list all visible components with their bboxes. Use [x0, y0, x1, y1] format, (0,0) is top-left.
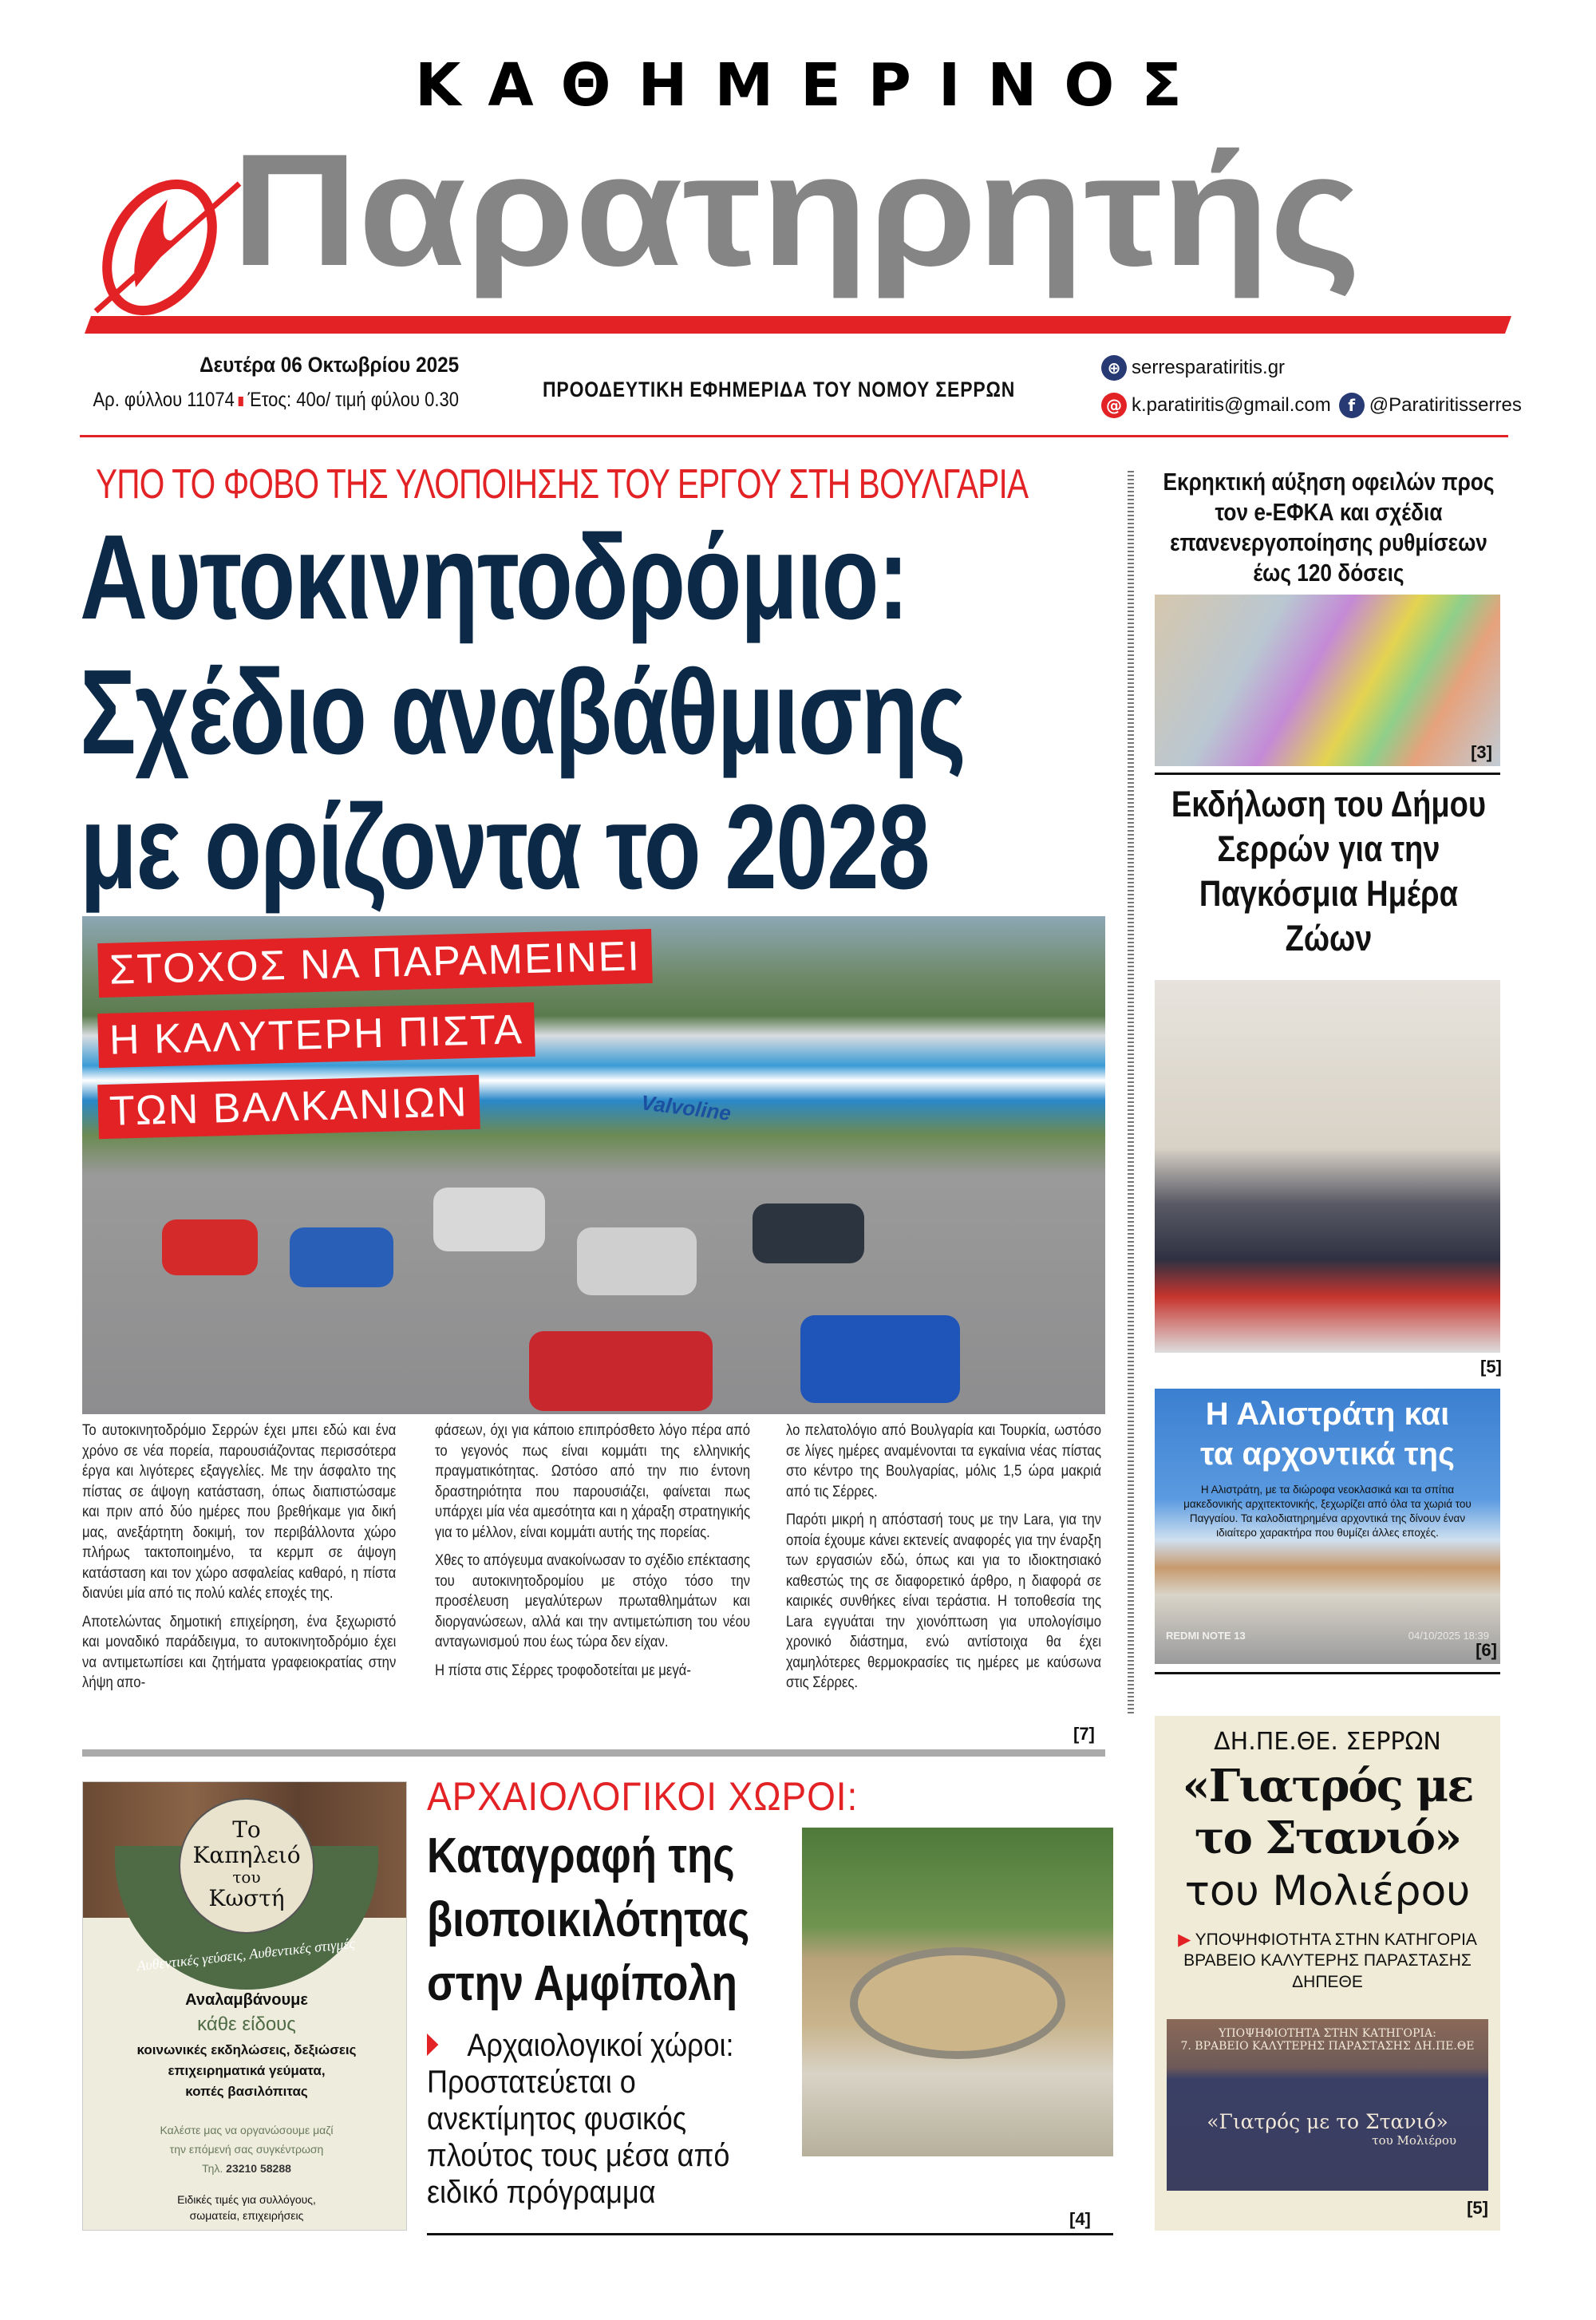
- divider: [1155, 773, 1500, 775]
- email-link[interactable]: k.paratiritis@gmail.com: [1132, 394, 1331, 416]
- alistrati-headline-line[interactable]: Η Αλιστράτη και: [1205, 1397, 1450, 1432]
- page-reference[interactable]: [5]: [1480, 1357, 1502, 1377]
- tavern-advertisement[interactable]: [82, 1781, 407, 2231]
- lead-column: [435, 1421, 750, 1689]
- masthead-title: Παρατηρητής: [231, 121, 1361, 299]
- sidebar-story-headline[interactable]: Εκδήλωση του Δήμου Σερρών για την Παγκόσμια Ημέρα Ζώων: [1171, 784, 1487, 958]
- nomination-note: ΒΡΑΒΕΙΟ ΚΑΛΥΤΕΡΗΣ ΠΑΡΑΣΤΑΣΗΣ: [1183, 1951, 1472, 1970]
- divider: [1155, 1672, 1500, 1674]
- nomination-note: ▶ ΥΠΟΨΗΦΙΟΤΗΤΑ ΣΤΗΝ ΚΑΤΗΓΟΡΙΑ: [1178, 1931, 1477, 1949]
- page-reference[interactable]: [4]: [1069, 2209, 1091, 2229]
- page-reference[interactable]: [3]: [1471, 742, 1492, 762]
- paragraph: Χθες το απόγευμα ανακοίνωσαν το σχέδιο επέκτασης του αυτοκινητοδρομίου με στόχο τόσο την προσέλευση μεγαλύτερων πρωταθλημάτων και διοργανώσεων, αλλά και την αντιμετώπιση του νέου ανταγωνισμού που έως τώρα δεν είχαν.: [435, 1551, 751, 1650]
- issue-date: Δευτέρα 06 Οκτωβρίου 2025: [199, 353, 459, 377]
- lead-photo[interactable]: [82, 916, 1105, 1414]
- photo-overlay-line: ΤΩΝ ΒΑΛΚΑΝΙΩΝ: [97, 1075, 480, 1139]
- paratiritis-logo-icon: [80, 168, 247, 319]
- euro-banknotes-photo[interactable]: [1155, 595, 1500, 766]
- alistrati-summary: Η Αλιστράτη, με τα διώροφα νεοκλασικά και τα σπίτια μακεδονικής αρχιτεκτονικής, ξεχωρίζει από όλα τα χωριά του Παγγαίου. Τα καλοδιατηρημένα αρχοντικά της δίνουν έναν ιδιαίτερο χαρακτήρα που θυμίζει άλλες εποχές.: [1183, 1484, 1472, 1539]
- tagline: ΠΡΟΟΔΕΥΤΙΚΗ ΕΦΗΜΕΡΙΔΑ ΤΟΥ ΝΟΜΟΥ ΣΕΡΡΩΝ: [543, 377, 1016, 401]
- website-link[interactable]: serresparatiritis.gr: [1132, 357, 1286, 378]
- paragraph: Το αυτοκινητοδρόμιο Σερρών έχει μπει εδώ και ένα χρόνο σε νέα πορεία, παρουσιάζοντας περισσότερα έργα και λιγότερες εξαγγελίες. Με την άσφαλτο της πίστας σε άψογη κατάσταση, όπως διαπιστώσαμε και πριν από δύο ημέρες που βρεθήκαμε για δική μας, ανεξάρτητη δοκιμή, τον περιβάλλοντα χώρο πλήρως τακτοποιημένο, τα κερμπ σε άψογη κατάσταση και τον χώρο ασφαλείας καθαρό, η πίστα διανύει μία από τις πολύ καλές εποχές της.: [82, 1421, 397, 1602]
- column-divider: [1128, 471, 1134, 1716]
- tavern-logo: Το Καπηλειό του Κωστή: [179, 1798, 314, 1934]
- divider: [427, 2233, 1113, 2235]
- tavern-slogan: Αυθεντικές γεύσεις, Αυθεντικές στιγμές: [136, 1935, 356, 1974]
- lead-kicker: ΥΠΟ ΤΟ ΦΟΒΟ ΤΗΣ ΥΛΟΠΟΙΗΣΗΣ ΤΟΥ ΕΡΓΟΥ ΣΤΗ ΒΟΥΛΓΑΡΙΑ: [96, 461, 1029, 508]
- facebook-link[interactable]: @Paratiritisserres: [1369, 394, 1522, 416]
- globe-icon: ⊕: [1101, 355, 1127, 381]
- issue-number: Αρ. φύλλου 11074: [93, 389, 235, 411]
- ad-line: Αναλαμβάνουμε: [185, 1991, 308, 2009]
- ad-footer: Ειδικές τιμές για συλλόγους,: [177, 2193, 316, 2206]
- alistrati-headline-line[interactable]: τα αρχοντικά της: [1200, 1437, 1455, 1472]
- masthead-supertitle: ΚΑΘΗΜΕΡΙΝΟΣ: [415, 51, 1209, 120]
- archaeology-headline-line[interactable]: βιοποικιλότητας: [427, 1892, 750, 1947]
- ad-line: κοπές βασιλόπιτας: [185, 2084, 308, 2099]
- alistrati-photo[interactable]: [1155, 1389, 1500, 1664]
- ad-invite: την επόμενή σας συγκέντρωση: [169, 2143, 324, 2156]
- separator: [239, 397, 243, 406]
- play-title-line: «Γιατρός με: [1182, 1760, 1473, 1812]
- paragraph: Η πίστα στις Σέρρες τροφοδοτείται με μεγά-: [435, 1661, 691, 1679]
- play-title-line: το Στανιό»: [1194, 1812, 1461, 1864]
- lead-headline-line[interactable]: Αυτοκινητοδρόμιο:: [80, 509, 908, 644]
- photo-timestamp: 04/10/2025 18:39: [1408, 1630, 1489, 1642]
- lead-headline-line[interactable]: Σχέδιο αναβάθμισης: [80, 644, 966, 779]
- paragraph: λο πελατολόγιο από Βουλγαρία και Τουρκία, ωστόσο σε λίγες ημέρες αναμένονται τα εγκαίνια νέας πίστας στο κέντρο της Βουλγαρίας, μόλις 1,5 ώρα μακριά από τις Σέρρες.: [786, 1421, 1102, 1500]
- lead-column: [82, 1421, 396, 1701]
- photo-overlay-line: Η ΚΑΛΥΤΕΡΗ ΠΙΣΤΑ: [97, 1002, 535, 1068]
- year-price: Έτος: 40ο/ τιμή φύλου 0.30: [247, 389, 459, 411]
- animal-day-event-photo[interactable]: [1155, 980, 1500, 1353]
- play-poster: ΥΠΟΨΗΦΙΟΤΗΤΑ ΣΤΗΝ ΚΑΤΗΓΟΡΙΑ: 7. ΒΡΑΒΕΙΟ ΚΑΛΥΤΕΡΗΣ ΠΑΡΑΣΤΑΣΗΣ ΔΗ.ΠΕ.ΘΕ «Γιατρός με το Στανιό» του Μολιέρου: [1167, 2019, 1488, 2191]
- play-author: του Μολιέρου: [1184, 1867, 1471, 1915]
- page-reference[interactable]: [7]: [1073, 1724, 1095, 1744]
- ad-line: επιχειρηματικά γεύματα,: [168, 2063, 326, 2078]
- email-contact[interactable]: [1101, 393, 1522, 418]
- photo-watermark: REDMI NOTE 13: [1166, 1630, 1246, 1642]
- page-reference[interactable]: [6]: [1476, 1640, 1497, 1660]
- paragraph: Αποτελώντας δημοτική επιχείρηση, ένα ξεχωριστό και μοναδικό παράδειγμα, το αυτοκινητοδρόμιο έχει να αντιμετωπίσει και ζητήματα γραφειοκρατίας στην λήψη απο-: [82, 1612, 397, 1691]
- page-reference[interactable]: [5]: [1467, 2198, 1488, 2218]
- facebook-icon: f: [1339, 393, 1365, 418]
- masthead-red-bar: [85, 316, 1511, 334]
- bullet-triangle-icon: [427, 2033, 438, 2056]
- lead-column: [786, 1421, 1101, 1701]
- at-sign-icon: @: [1101, 393, 1127, 418]
- photo-overlay-line: ΣΤΟΧΟΣ ΝΑ ΠΑΡΑΜΕΙΝΕΙ: [97, 929, 652, 998]
- archaeology-summary: Αρχαιολογικοί χώροι: Προστατεύεται ο ανεκτίμητος φυσικός πλούτος τους μέσα από ειδικό πρόγραμμα: [427, 2028, 734, 2210]
- ad-line: κοινωνικές εκδηλώσεις, δεξιώσεις: [136, 2042, 357, 2057]
- moliere-theatre-box[interactable]: [1155, 1716, 1500, 2231]
- amphipolis-theatre-photo[interactable]: [802, 1828, 1113, 2156]
- lead-headline-line[interactable]: με ορίζοντα το 2028: [80, 779, 930, 914]
- ad-phone[interactable]: Τηλ. 23210 58288: [202, 2162, 291, 2175]
- archaeology-kicker: ΑΡΧΑΙΟΛΟΓΙΚΟΙ ΧΩΡΟΙ:: [427, 1774, 859, 1819]
- ad-invite: Καλέστε μας να οργανώσουμε μαζί: [160, 2124, 334, 2136]
- photo-signage: Valvoline: [639, 1090, 733, 1125]
- sidebar-story-headline[interactable]: Εκρηκτική αύξηση οφειλών προς τον e-ΕΦΚΑ και σχέδια επανενεργοποίησης ρυθμίσεων έως 120 δόσεις: [1163, 468, 1495, 587]
- section-divider: [82, 1749, 1105, 1757]
- paragraph: Παρότι μικρή η απόστασή τους με την Lara, για την οποία έχουμε κάνει εκτενείς αναφορές για την έναρξη των εργασιών εδώ, όπως και για το ιδιοκτησιακό καθεστώς της σε διαφορετικό άρθρο, η διαφορά σε καιρικές συνθήκες είναι τεράστια. Η τοποθεσία της Lara εγγυάται την χιονόπτωση για υπολογίσιμο χρονικό διάστημα, ενώ αντίστοιχα θα έχει χαμηλότερες θερμοκρασίες τις ημέρες με καύσωνα στις Σέρρες.: [786, 1511, 1102, 1691]
- archaeology-headline-line[interactable]: Καταγραφή της: [427, 1828, 735, 1883]
- ad-footer: σωματεία, επιχειρήσεις: [189, 2209, 304, 2222]
- issue-info: [93, 389, 459, 412]
- nomination-note: ΔΗΠΕΘΕ: [1292, 1973, 1363, 1991]
- paragraph: φάσεων, όχι για κάποιο επιπρόσθετο λόγο πέρα από το γεγονός πως είναι κομμάτι της ελληνικής πραγματικότητας. Ωστόσο από την πιο έντονη δραστηριότητα που παρουσιάζει, φαίνεται πως υπάρχει μία νέα αμεσότητα και η χάραξη στρατηγικής για το μέλλον, είναι κομμάτι αυτής της πορείας.: [435, 1421, 751, 1541]
- website-contact[interactable]: [1101, 355, 1285, 381]
- theatre-org: ΔΗ.ΠΕ.ΘΕ. ΣΕΡΡΩΝ: [1214, 1728, 1441, 1756]
- ad-line: κάθε είδους: [197, 2014, 296, 2035]
- archaeology-headline-line[interactable]: στην Αμφίπολη: [427, 1956, 737, 2011]
- header-divider: [80, 435, 1508, 437]
